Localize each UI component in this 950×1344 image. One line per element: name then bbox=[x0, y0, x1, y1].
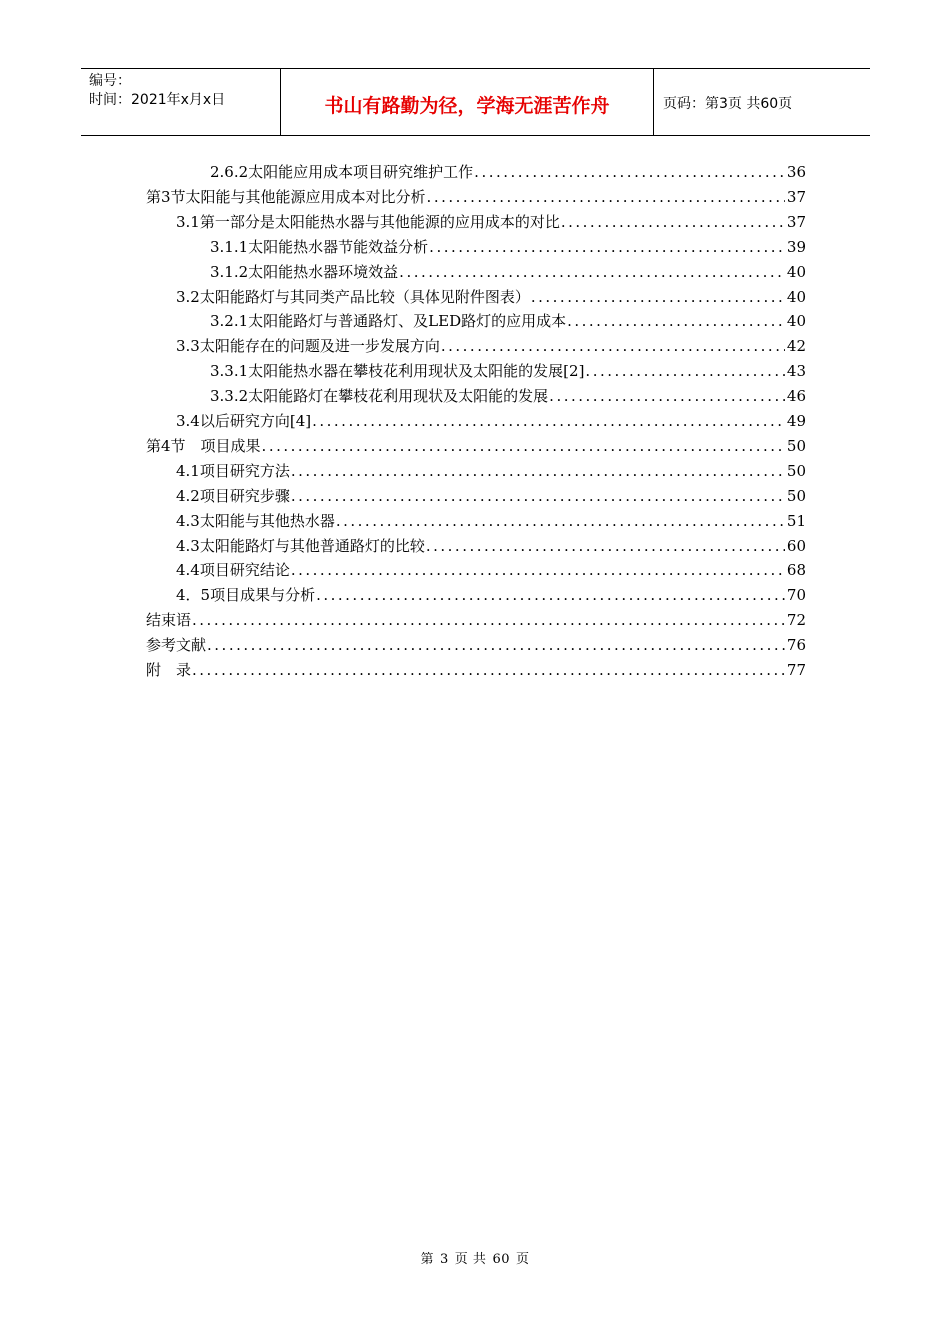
toc-entry-title: 3.2太阳能路灯与其同类产品比较（具体见附件图表） bbox=[176, 287, 530, 306]
code-label: 编号： bbox=[89, 73, 131, 89]
toc-entry[interactable] bbox=[210, 260, 806, 285]
toc-entry-page: 42 bbox=[786, 337, 806, 356]
toc-leader-dots bbox=[315, 583, 785, 608]
toc-entry-page: 50 bbox=[786, 436, 806, 455]
toc-entry-title: 4.2项目研究步骤 bbox=[176, 486, 290, 505]
footer-prefix: 第 bbox=[420, 1252, 435, 1267]
footer-mid: 页 共 bbox=[454, 1252, 487, 1267]
toc-entry-title: 附 录 bbox=[146, 661, 192, 679]
toc-leader-dots bbox=[473, 160, 785, 185]
toc-entry[interactable] bbox=[176, 459, 806, 484]
toc-leader-dots bbox=[560, 210, 785, 235]
toc-leader-dots bbox=[584, 359, 784, 384]
toc-entry-title: 3.3太阳能存在的问题及进一步发展方向 bbox=[176, 337, 440, 356]
toc-leader-dots bbox=[530, 285, 785, 310]
toc-leader-dots bbox=[191, 608, 785, 633]
toc-entry[interactable] bbox=[176, 534, 806, 559]
header-meta bbox=[81, 69, 281, 135]
footer-suffix: 页 bbox=[515, 1252, 530, 1267]
toc-entry-title: 3.1.2太阳能热水器环境效益 bbox=[210, 262, 399, 281]
toc-leader-dots bbox=[290, 558, 785, 583]
toc-entry-title: 3.4以后研究方向[4] bbox=[176, 412, 312, 430]
toc-entry[interactable] bbox=[176, 484, 806, 509]
toc-entry[interactable] bbox=[176, 334, 806, 359]
toc-entry-page: 39 bbox=[786, 237, 806, 256]
toc-entry[interactable] bbox=[176, 210, 806, 235]
toc-entry-page: 43 bbox=[786, 362, 806, 381]
page-footer bbox=[0, 1248, 950, 1267]
toc-leader-dots bbox=[426, 185, 785, 210]
toc-entry-page: 70 bbox=[786, 586, 806, 605]
toc-entry[interactable] bbox=[146, 434, 806, 459]
toc-entry-title: 3.1第一部分是太阳能热水器与其他能源的应用成本的对比 bbox=[176, 212, 560, 231]
toc-entry-title: 3.3.2太阳能路灯在攀枝花利用现状及太阳能的发展 bbox=[210, 387, 549, 406]
toc-entry-title: 2.6.2太阳能应用成本项目研究维护工作 bbox=[210, 163, 474, 181]
toc-leader-dots bbox=[425, 534, 785, 559]
toc-entry-page: 37 bbox=[786, 212, 806, 231]
toc-entry-title: 第4节 项目成果 bbox=[146, 436, 261, 455]
header-page-info: 页码：第3页 共60页 bbox=[663, 96, 793, 112]
toc-leader-dots bbox=[290, 484, 785, 509]
toc-entry-page: 46 bbox=[786, 387, 806, 406]
page-header bbox=[81, 68, 870, 136]
toc-entry-title: 3.1.1太阳能热水器节能效益分析 bbox=[210, 237, 429, 256]
toc-entry-page: 49 bbox=[786, 412, 806, 430]
toc-entry[interactable] bbox=[210, 160, 806, 185]
toc-entry[interactable] bbox=[176, 285, 806, 310]
toc-entry-page: 76 bbox=[786, 636, 806, 655]
toc-entry-page: 51 bbox=[786, 511, 806, 530]
toc-entry-page: 50 bbox=[786, 461, 806, 480]
toc-leader-dots bbox=[428, 235, 785, 260]
toc-entry[interactable] bbox=[176, 409, 806, 434]
toc-leader-dots bbox=[398, 260, 785, 285]
toc-entry-title: 结束语 bbox=[146, 611, 192, 630]
toc-entry[interactable] bbox=[210, 384, 806, 409]
toc-entry-page: 40 bbox=[786, 262, 806, 281]
toc-entry[interactable] bbox=[146, 658, 806, 683]
toc-leader-dots bbox=[566, 309, 785, 334]
toc-entry[interactable] bbox=[146, 633, 806, 658]
toc-entry-title: 3.2.1太阳能路灯与普通路灯、及LED路灯的应用成本 bbox=[210, 312, 567, 331]
header-motto: 书山有路勤为径，学海无涯苦作舟 bbox=[281, 69, 654, 135]
toc-entry-title: 3.3.1太阳能热水器在攀枝花利用现状及太阳能的发展[2] bbox=[210, 362, 585, 381]
time-label: 时间：2021年x月x日 bbox=[89, 92, 226, 108]
footer-total-pages: 60 bbox=[492, 1252, 510, 1267]
toc-entry[interactable] bbox=[146, 185, 806, 210]
toc-entry-title: 4.3太阳能与其他热水器 bbox=[176, 511, 335, 530]
toc-entry-page: 77 bbox=[786, 661, 806, 679]
toc-leader-dots bbox=[191, 658, 785, 683]
footer-current-page: 3 bbox=[440, 1252, 449, 1267]
toc-leader-dots bbox=[548, 384, 785, 409]
toc-leader-dots bbox=[335, 509, 785, 534]
toc-entry-page: 72 bbox=[786, 611, 806, 630]
toc-entry-page: 50 bbox=[786, 486, 806, 505]
toc-entry[interactable] bbox=[210, 235, 806, 260]
toc-entry-title: 4.4项目研究结论 bbox=[176, 561, 290, 580]
toc-entry-page: 60 bbox=[786, 536, 806, 555]
toc-entry[interactable] bbox=[176, 558, 806, 583]
toc-entry-title: 第3节太阳能与其他能源应用成本对比分析 bbox=[146, 187, 426, 206]
toc-entry-page: 40 bbox=[786, 287, 806, 306]
toc-entry-title: 4．5项目成果与分析 bbox=[176, 586, 316, 605]
toc-entry[interactable] bbox=[176, 509, 806, 534]
toc-entry-title: 4.3太阳能路灯与其他普通路灯的比较 bbox=[176, 536, 425, 555]
toc-entry[interactable] bbox=[210, 309, 806, 334]
toc-entry-page: 68 bbox=[786, 561, 806, 580]
toc-leader-dots bbox=[206, 633, 785, 658]
toc-entry[interactable] bbox=[176, 583, 806, 608]
toc-entry[interactable] bbox=[210, 359, 806, 384]
toc-entry[interactable] bbox=[146, 608, 806, 633]
toc-leader-dots bbox=[290, 459, 785, 484]
toc-entry-title: 4.1项目研究方法 bbox=[176, 461, 290, 480]
toc-entry-page: 36 bbox=[786, 163, 806, 181]
toc-entry-page: 40 bbox=[786, 312, 806, 331]
toc-leader-dots bbox=[440, 334, 785, 359]
toc-leader-dots bbox=[311, 409, 785, 434]
toc-entry-page: 37 bbox=[786, 187, 806, 206]
toc-leader-dots bbox=[261, 434, 785, 459]
toc-entry-title: 参考文献 bbox=[146, 636, 207, 655]
